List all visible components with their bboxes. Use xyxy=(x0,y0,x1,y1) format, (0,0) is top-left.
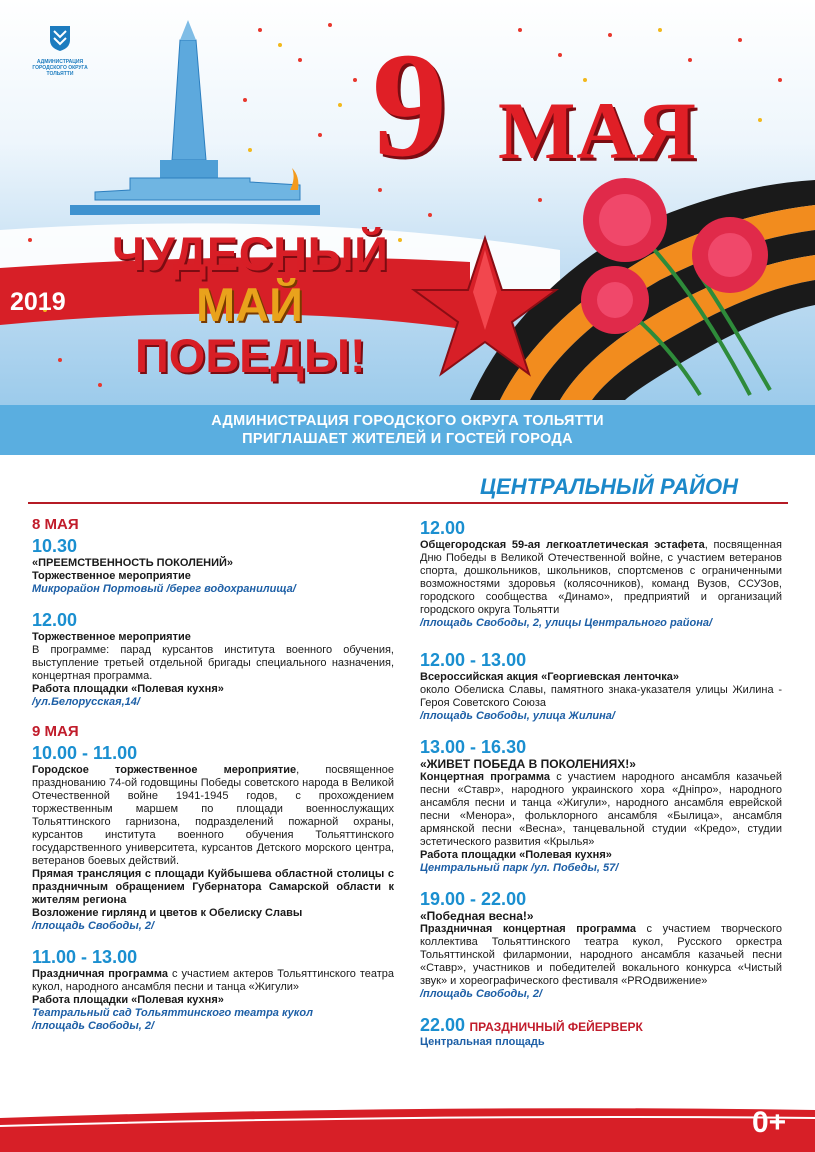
event-title: ПРАЗДНИЧНЫЙ ФЕЙЕРВЕРК xyxy=(469,1020,643,1034)
event-place: /ул.Белорусская,14/ xyxy=(32,696,140,708)
title-line-2: МАЙ xyxy=(196,278,303,331)
event-subtitle: Торжественное мероприятие xyxy=(32,570,191,582)
event-description-text: с участием актеров Тольяттинского театра кукол, народного ансамбля песни и танца «Жигули» xyxy=(32,968,395,993)
event xyxy=(32,610,394,709)
event-time: 13.00 - 16.30 xyxy=(420,737,527,757)
event-place: Микрорайон Портовый /берег водохранилища/ xyxy=(32,583,296,595)
event-heading xyxy=(420,1015,782,1036)
event xyxy=(420,518,782,630)
event-description xyxy=(32,968,394,994)
date-number: 9 xyxy=(372,22,447,188)
event-place: Центральный парк /ул. Победы, 57/ xyxy=(420,862,619,874)
event-description xyxy=(32,764,394,868)
event-place: /площадь Свободы, 2/ xyxy=(420,988,543,1000)
year: 2019 xyxy=(10,288,66,316)
event-extra: Возложение гирлянд и цветов к Обелиску Славы xyxy=(32,907,303,919)
event-title: «ПРЕЕМСТВЕННОСТЬ ПОКОЛЕНИЙ» xyxy=(32,557,234,569)
event-extra: Прямая трансляция с площади Куйбышева областной столицы с праздничным обращением Губернатора Самарской области к жителям региона xyxy=(32,868,394,906)
divider-top xyxy=(28,502,788,504)
event-description: около Обелиска Славы, памятного знака-указателя улицы Жилина - Героя Советского Союза xyxy=(420,684,782,709)
event-time: 19.00 - 22.00 xyxy=(420,889,527,909)
invitation-line-2: ПРИГЛАШАЕТ ЖИТЕЛЕЙ И ГОСТЕЙ ГОРОДА xyxy=(242,431,573,447)
event xyxy=(32,947,394,1033)
event-lead: Всероссийская акция «Георгиевская ленточка» xyxy=(420,671,680,683)
footer-decoration xyxy=(0,1096,815,1152)
event-subtitle: Торжественное мероприятие xyxy=(32,631,191,643)
event xyxy=(32,743,394,933)
event-lead: Городское торжественное мероприятие xyxy=(32,764,297,776)
event-title: «Победная весна!» xyxy=(420,909,534,923)
age-rating-badge: 0+ xyxy=(752,1106,787,1139)
event-lead: Концертная программа xyxy=(420,771,551,783)
event-description-text: , посвященное празднованию 74-ой годовщины Победы советского народа в Великой Отечественной войне 1941-1945 годов, с прохождением торжественным маршем по площади военнослужащих Тольяттинского гарнизона, подразделений пожарной охраны, курсантов института военного обучения Тольяттинского государственного университета, курсантов Детского морского центра, ветеранов боевых действий. xyxy=(32,764,395,867)
invitation-line-1: АДМИНИСТРАЦИЯ ГОРОДСКОГО ОКРУГА ТОЛЬЯТТИ xyxy=(211,413,604,429)
schedule-column-left xyxy=(32,516,394,1047)
event-description-text: с участием творческого коллектива Тольяттинского театра кукол, Русского оркестра Тольяттинской филармонии, народного ансамбля казачьей песни «Ставр», участников и победителей вокального конкурса «Чистый звук» и хореографического фестиваля «PROдвижение» xyxy=(420,923,782,987)
logo-text: АДМИНИСТРАЦИЯ ГОРОДСКОГО ОКРУГА ТОЛЬЯТТИ xyxy=(32,59,88,77)
event-description xyxy=(420,771,782,849)
event xyxy=(420,650,782,723)
title-line-3: ПОБЕДЫ! xyxy=(135,329,366,382)
schedule-column-right xyxy=(420,516,782,1063)
day-heading: 9 МАЯ xyxy=(32,723,79,740)
event-description-text: с участием народного ансамбля казачьей песни «Ставр», народного украинского хора «Дніпро», народного ансамбля песни и танца «Жигули», народного ансамбля еврейской песни «Менора», фольклорного ансамбля «Былица», ансамбля армянской песни «Весна», танцевальной студии «Кредо», студии эстетического развития «Крылья» xyxy=(420,771,782,848)
event-time: 11.00 - 13.00 xyxy=(32,947,138,967)
event-time: 10.00 - 11.00 xyxy=(32,743,138,763)
event-extra: Работа площадки «Полевая кухня» xyxy=(420,849,612,861)
event-lead: Праздничная программа xyxy=(32,968,169,980)
obelisk-icon xyxy=(70,20,320,215)
event-place: /площадь Свободы, 2, улицы Центрального района/ xyxy=(420,617,713,629)
event-title: «ЖИВЕТ ПОБЕДА В ПОКОЛЕНИЯХ!» xyxy=(420,757,636,771)
title-line-1: ЧУДЕСНЫЙ xyxy=(112,227,389,280)
district-heading: ЦЕНТРАЛЬНЫЙ РАЙОН xyxy=(480,474,738,499)
event-time: 12.00 - 13.00 xyxy=(420,650,527,670)
event xyxy=(420,1015,782,1049)
event-extra: Работа площадки «Полевая кухня» xyxy=(32,683,224,695)
day-heading: 8 МАЯ xyxy=(32,516,79,533)
header-banner xyxy=(0,0,815,405)
event-place: Центральная площадь xyxy=(420,1036,545,1048)
event-place: /площадь Свободы, 2/ xyxy=(32,1020,155,1032)
event xyxy=(32,536,394,596)
event-extra: Работа площадки «Полевая кухня» xyxy=(32,994,224,1006)
event xyxy=(420,737,782,875)
logo xyxy=(30,24,90,77)
event-time: 10.30 xyxy=(32,536,78,556)
event-description xyxy=(420,923,782,988)
date-month: МАЯ xyxy=(498,85,697,176)
invitation-bar xyxy=(0,405,815,455)
event-place: /площадь Свободы, 2/ xyxy=(32,920,155,932)
event-description: В программе: парад курсантов института военного обучения, выступление третьей отдельной бригады специального назначения, концертная программа. xyxy=(32,644,394,682)
event xyxy=(420,889,782,1001)
event-description-text: , посвященная Дню Победы в Великой Отечественной войне, с участием ветеранов спорта, дошкольников, школьников, спортсменов с ограниченными возможностями здоровья (колясочников), команд Вузов, ССУЗов, городского сообщества «Динамо», предприятий и организаций городского округа Тольятти xyxy=(420,539,782,616)
city-emblem-icon xyxy=(48,24,72,52)
event-lead: Праздничная концертная программа xyxy=(420,923,636,935)
event-place: Театральный сад Тольяттинского театра кукол xyxy=(32,1007,313,1019)
event-time: 22.00 xyxy=(420,1015,466,1035)
event-place: /площадь Свободы, улица Жилина/ xyxy=(420,710,615,722)
event-lead: Общегородская 59-ая легкоатлетическая эстафета xyxy=(420,539,705,551)
event-time: 12.00 xyxy=(32,610,78,630)
event-description xyxy=(420,539,782,617)
event-time: 12.00 xyxy=(420,518,466,538)
